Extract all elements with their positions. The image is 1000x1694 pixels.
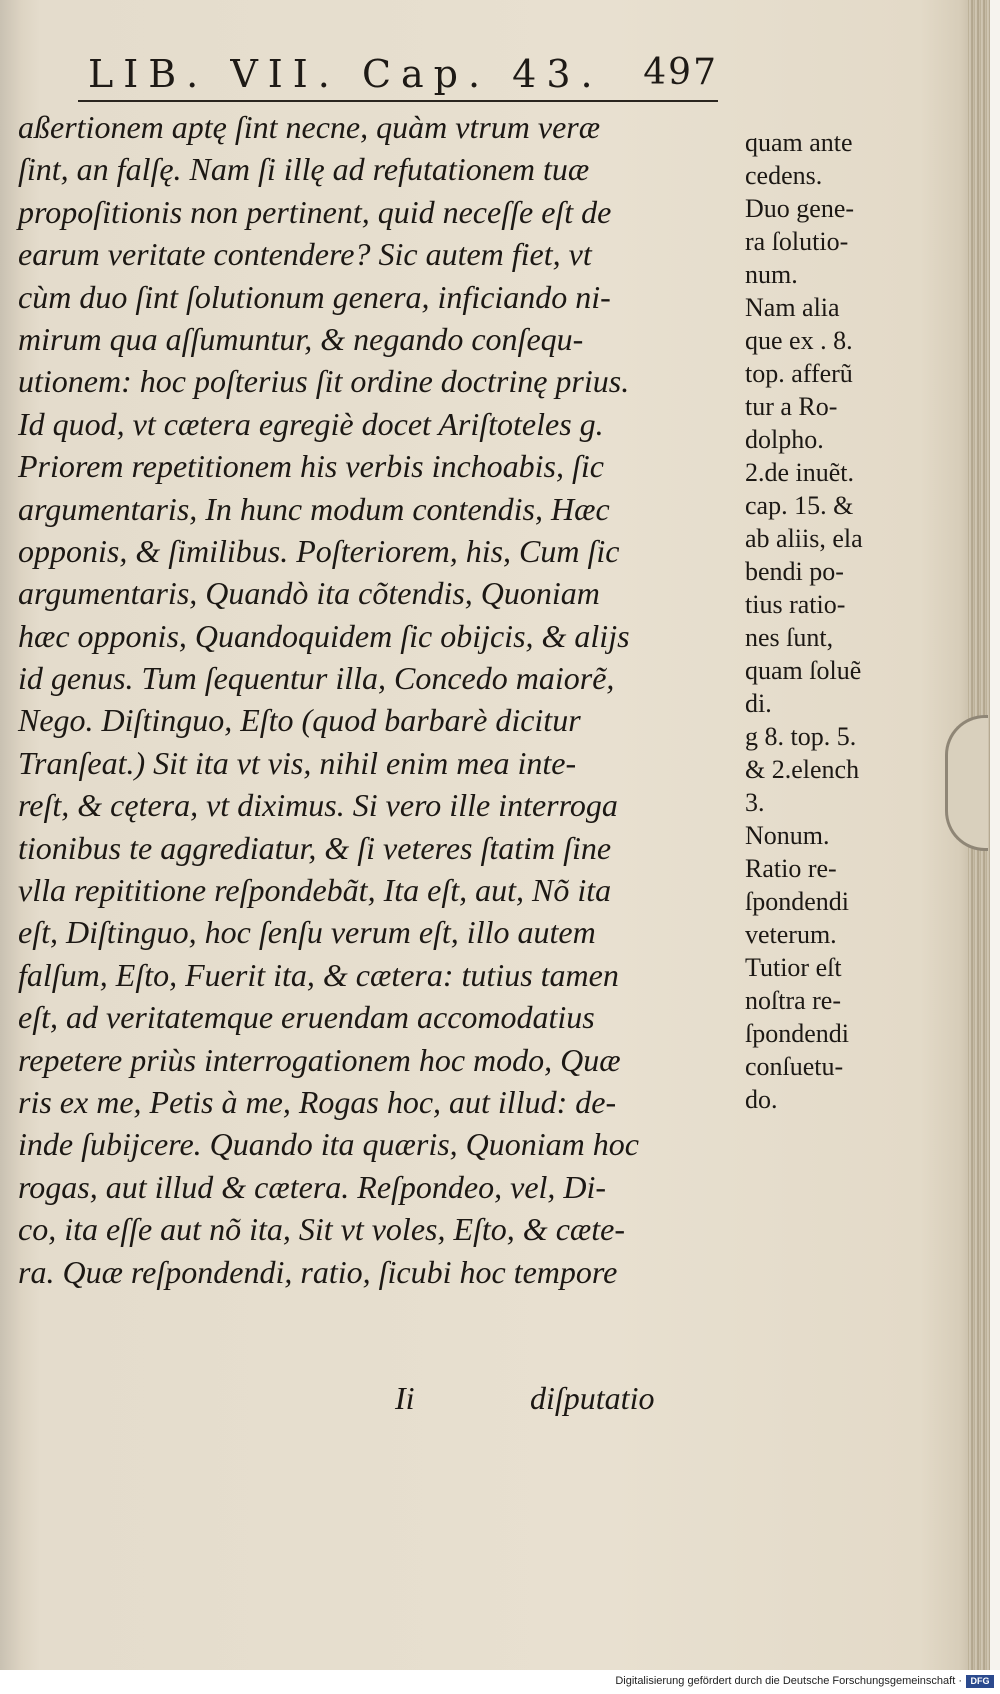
text-line: falſum, Eſto, Fuerit ita, & cætera: tutius tamen [18, 956, 619, 993]
text-line: mirum qua aſſumuntur, & negando conſequ- [18, 320, 584, 357]
margin-note-line: tur a Ro- [745, 392, 838, 421]
text-line: utionem: hoc poſterius ſit ordine doctrinę prius. [18, 363, 630, 400]
margin-note-line: & 2.elench [745, 755, 860, 784]
funding-credit: Digitalisierung gefördert durch die Deutsche Forschungsgemeinschaft · [615, 1675, 962, 1687]
text-line: cùm duo ſint ſolutionum genera, inficiando ni- [18, 278, 611, 315]
margin-note-line: Nam alia [745, 293, 840, 322]
page-header [88, 50, 718, 102]
running-title: LIB. VII. Cap. 43. [88, 52, 603, 96]
text-line: opponis, & ſimilibus. Poſteriorem, his, Cum ſic [18, 532, 620, 569]
marginal-notes [745, 126, 920, 1116]
margin-note-line: ra ſolutio- [745, 227, 849, 256]
margin-note-line: tius ratio- [745, 590, 846, 619]
margin-note-line: noſtra re- [745, 986, 842, 1015]
text-line: ſint, an falſę. Nam ſi illę ad refutationem tuæ [18, 151, 590, 188]
margin-note-line: num. [745, 260, 798, 289]
text-line: vlla repititione reſpondebãt, Ita eſt, aut, Nõ ita [18, 872, 612, 909]
margin-note-line: ab aliis, ela [745, 524, 863, 553]
margin-note-line: veterum. [745, 920, 837, 949]
catchword-line [395, 1380, 695, 1430]
margin-note-line: conſuetu- [745, 1052, 844, 1081]
text-line: tionibus te aggrediatur, & ſi veteres ſtatim ſine [18, 829, 612, 866]
text-line: eſt, Diſtinguo, hoc ſenſu verum eſt, illo autem [18, 914, 596, 951]
page-number: 497 [643, 52, 718, 93]
margin-note-line: 2.de inuẽt. [745, 458, 855, 487]
text-line: Priorem repetitionem his verbis inchoabis, ſic [18, 448, 604, 485]
margin-note-line: dolpho. [745, 425, 824, 454]
text-line: Tranſeat.) Sit ita vt vis, nihil enim mea inte- [18, 744, 577, 781]
margin-note-line: Ratio re- [745, 854, 837, 883]
text-line: aßertionem aptę ſint necne, quàm vtrum veræ [18, 109, 601, 145]
margin-note-line: Tutior eſt [745, 953, 842, 982]
dfg-logo-icon: DFG [966, 1675, 994, 1688]
margin-note-line: quam ante [745, 128, 853, 157]
text-line: propoſitionis non pertinent, quid neceſſe eſt de [18, 193, 612, 230]
text-line: ra. Quæ reſpondendi, ratio, ſicubi hoc tempore [18, 1253, 618, 1290]
margin-note-line: do. [745, 1085, 778, 1114]
margin-note-line: Nonum. [745, 821, 830, 850]
margin-note-line: que ex . 8. [745, 326, 853, 355]
margin-note-line: g 8. top. 5. [745, 722, 857, 751]
margin-note-line: nes ſunt, [745, 623, 834, 652]
margin-note-line: 3. [745, 788, 765, 817]
text-line: ris ex me, Petis à me, Rogas hoc, aut illud: de- [18, 1083, 617, 1120]
text-line: hæc opponis, Quandoquidem ſic obijcis, & alijs [18, 617, 630, 654]
catchword: diſputatio [530, 1380, 655, 1416]
text-line: id genus. Tum ſequentur illa, Concedo maiorẽ, [18, 660, 615, 697]
text-line: reſt, & cętera, vt diximus. Si vero ille interroga [18, 787, 618, 824]
text-line: argumentaris, Quandò ita cõtendis, Quoniam [18, 575, 600, 612]
signature-mark: Ii [395, 1380, 415, 1416]
text-line: argumentaris, In hunc modum contendis, Hæc [18, 490, 610, 527]
margin-note-line: Duo gene- [745, 194, 855, 223]
text-line: co, ita eſſe aut nõ ita, Sit vt voles, Eſto, & cæte- [18, 1211, 625, 1248]
margin-note-line: ſpondendi [745, 887, 849, 916]
book-clip [945, 715, 988, 851]
text-line: Nego. Diſtinguo, Eſto (quod barbarè dicitur [18, 702, 581, 739]
text-line: earum veritate contendere? Sic autem fiet, vt [18, 236, 592, 273]
margin-note-line: di. [745, 689, 772, 718]
text-line: eſt, ad veritatemque eruendam accomodatius [18, 999, 595, 1036]
margin-note-line: ſpondendi [745, 1019, 849, 1048]
text-line: rogas, aut illud & cætera. Reſpondeo, vel, Di- [18, 1168, 607, 1205]
text-line: repetere priùs interrogationem hoc modo, Quæ [18, 1041, 621, 1078]
margin-note-line: cap. 15. & [745, 491, 854, 520]
text-line: inde ſubijcere. Quando ita quæris, Quoniam hoc [18, 1126, 639, 1163]
margin-note-line: bendi po- [745, 557, 844, 586]
main-text-column [18, 106, 733, 1293]
margin-note-line: quam ſoluẽ [745, 656, 862, 685]
margin-note-line: top. afferũ [745, 359, 853, 388]
text-line: Id quod, vt cætera egregiè docet Ariſtoteles g. [18, 405, 604, 442]
header-rule [78, 100, 718, 102]
margin-note-line: cedens. [745, 161, 823, 190]
